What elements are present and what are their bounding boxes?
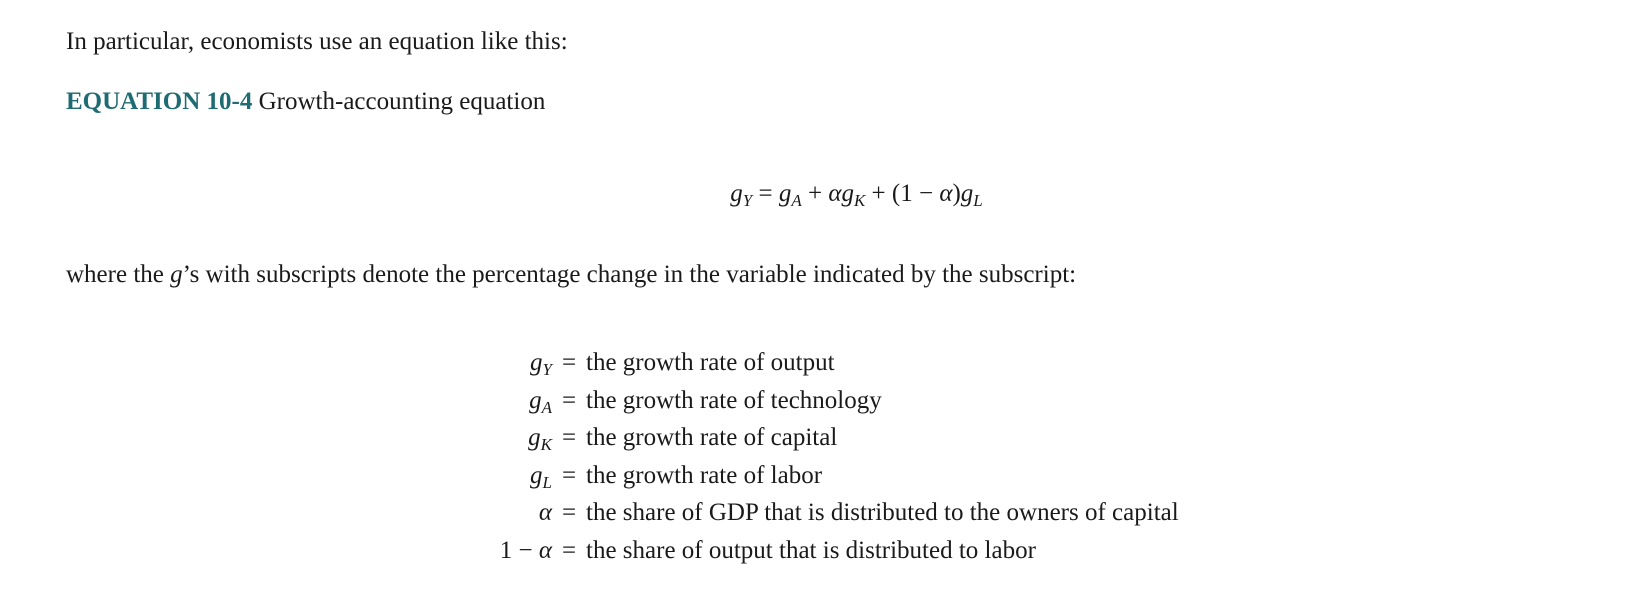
- definition-row: [480, 532, 1179, 570]
- eq-lhs-subscript: Y: [742, 191, 753, 210]
- definition-equals: =: [561, 349, 577, 376]
- definition-symbol: 1 − α: [499, 536, 552, 564]
- eq-term-labor: [891, 180, 983, 210]
- eq-plus-2: +: [871, 180, 886, 207]
- definition-symbol: $g_A$: [529, 386, 552, 417]
- where-paragraph: [66, 259, 1076, 291]
- definition-row: [480, 419, 1179, 457]
- definition-symbol: $g_Y$: [530, 349, 552, 379]
- intro-paragraph: In particular, economists use an equation like this:: [66, 28, 568, 55]
- definition-equals: =: [561, 461, 577, 489]
- where-g-symbol: g: [170, 261, 183, 288]
- eq-term-capital: [828, 180, 866, 210]
- equation-title: Growth-accounting equation: [258, 88, 546, 115]
- definition-text: the growth rate of labor: [586, 461, 823, 489]
- eq-plus-1: +: [807, 180, 823, 207]
- eq-lhs: [730, 180, 753, 210]
- definition-equals: =: [561, 499, 577, 526]
- eq-term3-subscript: L: [973, 191, 983, 210]
- eq-term2-base: g: [841, 180, 854, 207]
- eq-term-technology: [778, 180, 802, 210]
- definition-equals: =: [561, 536, 577, 564]
- eq-equals: =: [758, 180, 773, 207]
- eq-term3-close: ): [952, 180, 961, 207]
- equation-number-label: EQUATION 10-4: [66, 88, 253, 115]
- definition-equals: =: [561, 424, 577, 451]
- eq-term1-base: g: [778, 180, 792, 207]
- definition-row: [480, 457, 1179, 495]
- eq-term3-open: (1 −: [891, 180, 934, 207]
- definition-text: the share of GDP that is distributed to the owners of capital: [586, 499, 1179, 526]
- where-text-before: where the: [66, 261, 164, 288]
- eq-term2-coefficient: α: [828, 180, 842, 207]
- eq-term1-subscript: A: [791, 191, 802, 210]
- definition-row: [480, 494, 1179, 532]
- eq-term3-alpha: α: [939, 180, 953, 207]
- eq-term2-subscript: K: [853, 191, 866, 210]
- definition-symbol: $g_K$: [528, 424, 552, 454]
- definition-row: [480, 344, 1179, 382]
- growth-accounting-equation: [0, 178, 1633, 210]
- definition-text: the share of output that is distributed to labor: [586, 536, 1036, 564]
- definition-text: the growth rate of technology: [586, 386, 882, 414]
- where-text-after: ’s with subscripts denote the percentage change in the variable indicated by the subscript:: [182, 261, 1077, 288]
- definition-row: [480, 382, 1179, 420]
- variable-definitions: [480, 344, 1179, 569]
- definition-symbol: α: [538, 499, 552, 526]
- definition-text: the growth rate of output: [586, 349, 835, 376]
- definition-text: the growth rate of capital: [586, 424, 838, 451]
- eq-lhs-base: g: [730, 180, 743, 207]
- definition-equals: =: [561, 386, 577, 414]
- equation-heading: [66, 86, 545, 118]
- definition-symbol: $g_L$: [530, 461, 552, 492]
- eq-term3-base: g: [960, 180, 974, 207]
